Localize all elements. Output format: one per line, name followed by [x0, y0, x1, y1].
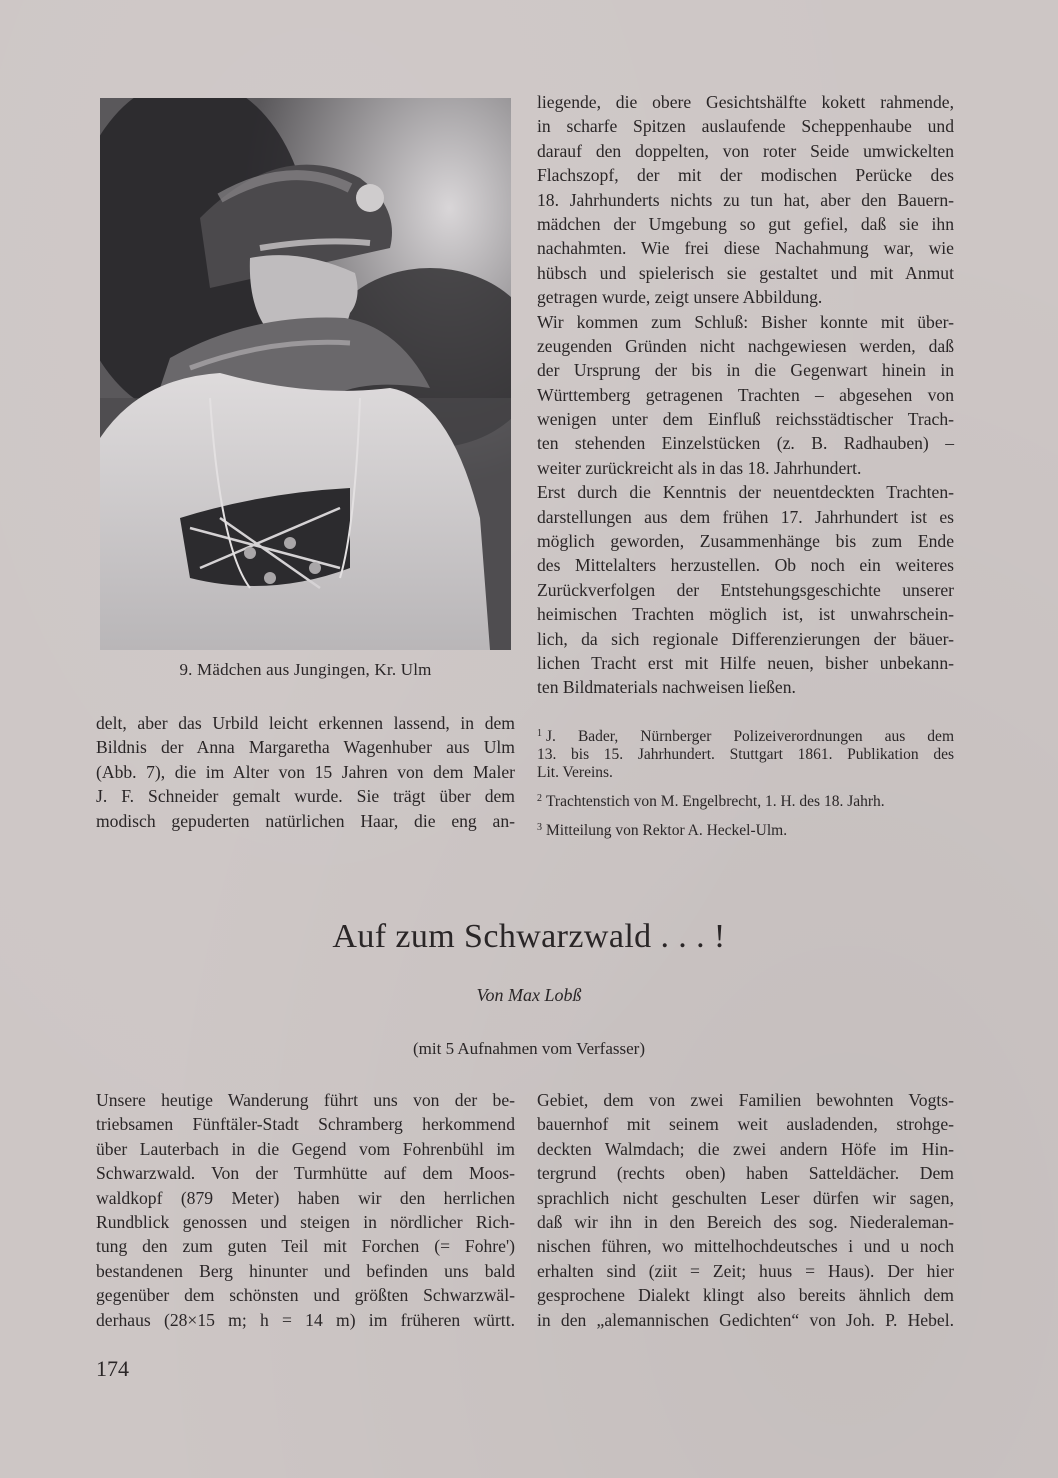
- upper-left-column: [96, 711, 515, 833]
- text-line: Wir kommen zum Schluß: Bisher konnte mit über-: [537, 311, 954, 332]
- text-line: in den „alemannischen Gedichten“ von Joh. P. Hebel.: [537, 1309, 954, 1330]
- text-line: weiter zurückreicht als in das 18. Jahrhundert.: [537, 457, 862, 478]
- text-line: Flachszopf, der mit der modischen Perücke des: [537, 165, 954, 186]
- text-line: sprachlich nicht geschulten Leser dürfen wir sagen,: [537, 1187, 954, 1208]
- text-line: Württemberg getragenen Trachten – abgesehen von: [537, 384, 954, 405]
- text-line: nachahmten. Wie frei diese Nachahmung war, wie: [537, 238, 954, 259]
- text-line: darstellungen aus dem frühen 17. Jahrhundert ist es: [537, 506, 954, 527]
- text-line: Unsere heutige Wanderung führt uns von der be-: [96, 1090, 515, 1110]
- article-byline: Von Max Lobß: [476, 985, 582, 1005]
- footnotes: [537, 725, 954, 848]
- text-line: lichen Tracht erst mit Hilfe neuen, bisher unbekann-: [537, 652, 954, 673]
- photograph-portrait-icon: [100, 98, 511, 650]
- text-line: wenigen unter dem Einfluß reichsstädtischer Trach-: [537, 409, 954, 430]
- footnote-mark: 3: [537, 822, 542, 833]
- text-line: des Mittelalters herzustellen. Ob noch ein weiteres: [537, 555, 954, 576]
- text-line: Erst durch die Kenntnis der neuentdeckten Trachten-: [537, 482, 954, 503]
- text-line: Schwarzwald. Von der Turmhütte auf dem Moos-: [96, 1163, 515, 1184]
- text-line: über Lauterbach in die Gegend vom Fohrenbühl im: [96, 1138, 515, 1159]
- text-line: liegende, die obere Gesichtshälfte kokett rahmende,: [537, 92, 954, 112]
- footnote-text: Trachtenstich von M. Engelbrecht, 1. H. des 18. Jahrh.: [546, 793, 885, 810]
- text-line: darauf den doppelten, von roter Seide umwickelten: [537, 140, 954, 161]
- article-title: Auf zum Schwarzwald . . . !: [332, 918, 726, 955]
- text-line: der Ursprung der bis in die Gegenwart hinein in: [537, 360, 954, 381]
- text-line: bestandenen Berg hinunter und befinden uns bald: [96, 1260, 515, 1281]
- text-line: tergrund (rechts oben) haben Satteldächer. Dem: [537, 1163, 954, 1184]
- text-line: Rundblick genossen und steigen in nördlicher Rich-: [96, 1211, 515, 1232]
- text-line: Bildnis der Anna Margaretha Wagenhuber aus Ulm: [96, 737, 515, 758]
- text-line: gegenüber dem schönsten und größten Schwarzwäl-: [96, 1285, 515, 1306]
- text-line: Gebiet, dem von zwei Familien bewohnten Vogts-: [537, 1090, 954, 1110]
- text-line: nischen führen, wo mittelhochdeutsches i und u noch: [537, 1236, 954, 1257]
- footnote-3: [537, 819, 954, 840]
- text-line: hübsch und spielerisch sie gestaltet und mit Anmut: [537, 262, 954, 283]
- text-line: ten stehenden Einzelstücken (z. B. Radhauben) –: [537, 433, 954, 454]
- footnote-mark: 2: [537, 793, 542, 804]
- text-line: triebsamen Fünftäler-Stadt Schramberg herkommend: [96, 1114, 515, 1135]
- footnote-2: [537, 790, 954, 811]
- text-line: bauernhof mit seinem weit ausladenden, strohge-: [537, 1114, 954, 1135]
- lower-left-column: [96, 1088, 515, 1332]
- text-line: mädchen der Umgebung so gut gefiel, daß sie ihn: [537, 213, 954, 234]
- text-line: möglich geworden, Zusammenhänge bis zum Ende: [537, 531, 954, 552]
- footnote-text: J. Bader, Nürnberger Polizeiverordnungen aus dem: [546, 728, 954, 745]
- text-line: daß wir ihn in den Bereich des sog. Niederaleman-: [537, 1211, 954, 1232]
- text-line: (Abb. 7), die im Alter von 15 Jahren von dem Maler: [96, 761, 515, 782]
- text-line: 18. Jahrhunderts nichts zu tun hat, aber den Bauern-: [537, 189, 954, 210]
- text-line: zeugenden Gründen nicht nachgewiesen werden, daß: [537, 335, 954, 356]
- article-subline: (mit 5 Aufnahmen vom Verfasser): [413, 1039, 645, 1058]
- text-line: ten Bildmaterials nachweisen ließen.: [537, 677, 796, 698]
- text-line: heimischen Trachten möglich ist, ist unwahrschein-: [537, 604, 954, 625]
- text-line: in scharfe Spitzen auslaufende Scheppenhaube und: [537, 116, 954, 137]
- footnote-1: [537, 725, 954, 782]
- text-line: gesprochene Dialekt klingt also bereits ähnlich dem: [537, 1285, 954, 1306]
- text-line: lich, da sich regionale Differenzierungen der bäuer-: [537, 628, 954, 649]
- text-line: delt, aber das Urbild leicht erkennen lassend, in dem: [96, 713, 515, 733]
- text-line: J. F. Schneider gemalt wurde. Sie trägt über dem: [96, 786, 515, 807]
- text-line: derhaus (28×15 m; h = 14 m) im früheren württ.: [96, 1309, 515, 1330]
- text-line: modisch gepuderten natürlichen Haar, die eng an-: [96, 810, 515, 831]
- portrait-photo: [100, 98, 511, 650]
- text-line: tung den zum guten Teil mit Forchen (= Fohre'): [96, 1236, 515, 1257]
- footnote-text: Lit. Vereins.: [537, 764, 613, 781]
- text-line: erhalten sind (ziit = Zeit; huus = Haus). Der hier: [537, 1260, 954, 1281]
- text-line: Zurückverfolgen der Entstehungsgeschichte unserer: [537, 579, 954, 600]
- text-line: deckten Walmdach; die zwei andern Höfe im Hin-: [537, 1138, 954, 1159]
- page-number: 174: [96, 1356, 129, 1381]
- footnote-mark: 1: [537, 728, 542, 739]
- text-line: waldkopf (879 Meter) haben wir den herrlichen: [96, 1187, 515, 1208]
- figure-caption: 9. Mädchen aus Jungingen, Kr. Ulm: [179, 660, 432, 679]
- footnote-text: 13. bis 15. Jahrhundert. Stuttgart 1861. Publikation des: [537, 746, 954, 763]
- text-line: getragen wurde, zeigt unsere Abbildung.: [537, 287, 823, 308]
- upper-right-column: [537, 90, 954, 700]
- footnote-text: Mitteilung von Rektor A. Heckel-Ulm.: [546, 822, 788, 839]
- lower-right-column: [537, 1088, 954, 1332]
